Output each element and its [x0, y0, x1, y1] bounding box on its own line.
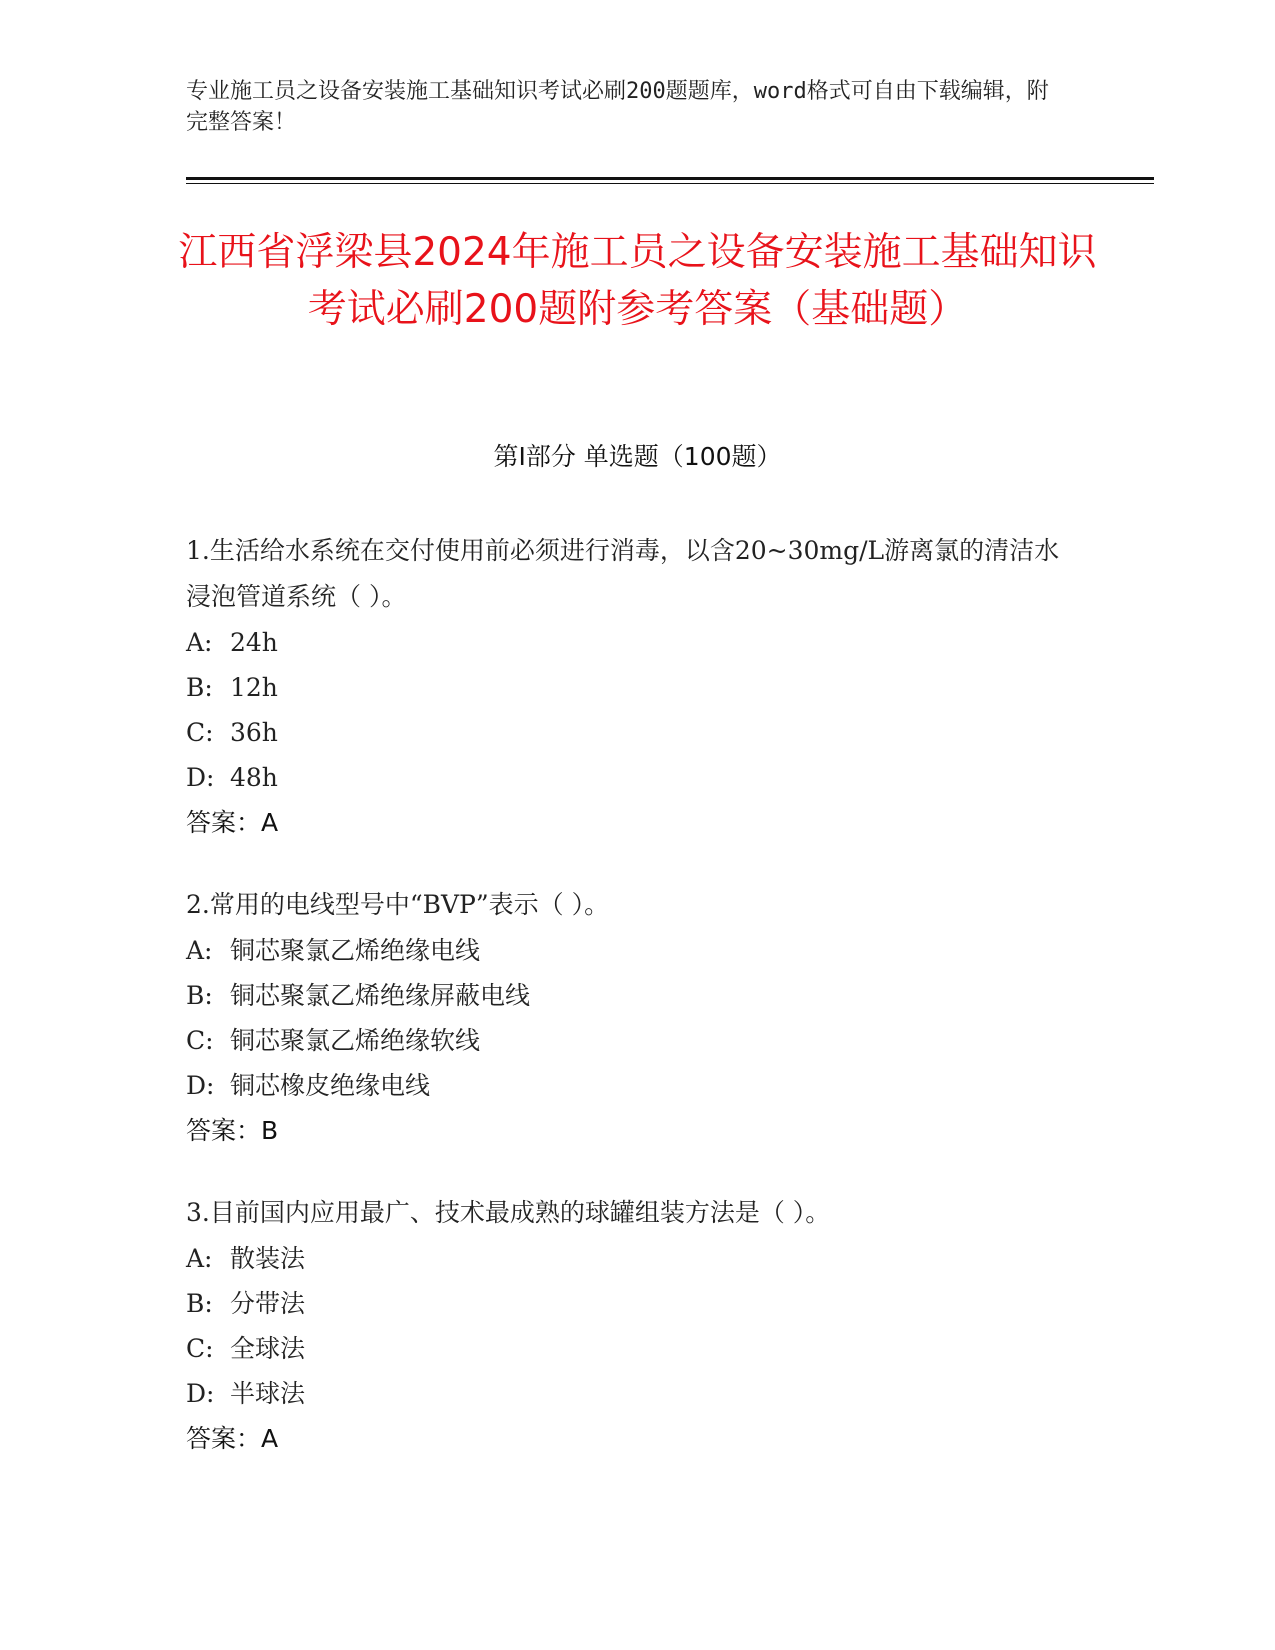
option-text: 分带法	[230, 1289, 306, 1318]
option-text: 24h	[230, 628, 278, 657]
option-c	[186, 1018, 1066, 1063]
section-heading: 第I部分 单选题（100题）	[493, 442, 782, 471]
option-key: D:	[186, 1379, 215, 1408]
question-2	[186, 882, 1066, 1153]
option-text: 散装法	[230, 1244, 306, 1273]
option-key: A:	[186, 628, 213, 657]
option-key: C:	[186, 1334, 214, 1363]
option-key: D:	[186, 1071, 215, 1100]
option-c	[186, 1326, 1066, 1371]
option-text: 全球法	[230, 1334, 306, 1363]
option-key: B:	[186, 981, 213, 1010]
answer-line: 答案：B	[186, 1116, 279, 1145]
answer-line: 答案：A	[186, 1424, 279, 1453]
option-a	[186, 620, 1066, 665]
option-text: 半球法	[230, 1379, 306, 1408]
option-key: C:	[186, 718, 214, 747]
question-stem: 3.目前国内应用最广、技术最成熟的球罐组装方法是（ ）。	[186, 1198, 831, 1227]
option-text: 铜芯聚氯乙烯绝缘电线	[230, 936, 481, 965]
document-title: 江西省浮梁县2024年施工员之设备安装施工基础知识考试必刷200题附参考答案（基础题）	[178, 230, 1097, 332]
option-c	[186, 710, 1066, 755]
option-text: 36h	[230, 718, 278, 747]
option-a	[186, 928, 1066, 973]
option-b	[186, 973, 1066, 1018]
option-b	[186, 665, 1066, 710]
option-a	[186, 1236, 1066, 1281]
option-text: 铜芯聚氯乙烯绝缘屏蔽电线	[230, 981, 531, 1010]
option-text: 12h	[230, 673, 278, 702]
option-text: 铜芯橡皮绝缘电线	[230, 1071, 431, 1100]
question-stem: 1.生活给水系统在交付使用前必须进行消毒，以含20~30mg/L游离氯的清洁水浸泡管道系统（ ）。	[186, 536, 1060, 611]
option-key: D:	[186, 763, 215, 792]
header-note: 专业施工员之设备安装施工基础知识考试必刷200题题库，word格式可自由下载编辑，附完整答案！	[186, 79, 1049, 135]
header-divider-thin	[186, 183, 1154, 184]
header-divider-thick	[186, 177, 1154, 180]
option-key: B:	[186, 1289, 213, 1318]
option-text: 铜芯聚氯乙烯绝缘软线	[230, 1026, 481, 1055]
question-list	[186, 528, 1066, 1498]
option-text: 48h	[230, 763, 278, 792]
option-d	[186, 1371, 1066, 1416]
answer-line: 答案：A	[186, 808, 279, 837]
option-key: B:	[186, 673, 213, 702]
option-b	[186, 1281, 1066, 1326]
option-d	[186, 1063, 1066, 1108]
question-1	[186, 528, 1066, 845]
option-key: A:	[186, 1244, 213, 1273]
question-stem: 2.常用的电线型号中“BVP”表示（ ）。	[186, 890, 610, 919]
question-3	[186, 1190, 1066, 1461]
option-key: C:	[186, 1026, 214, 1055]
option-key: A:	[186, 936, 213, 965]
option-d	[186, 755, 1066, 800]
